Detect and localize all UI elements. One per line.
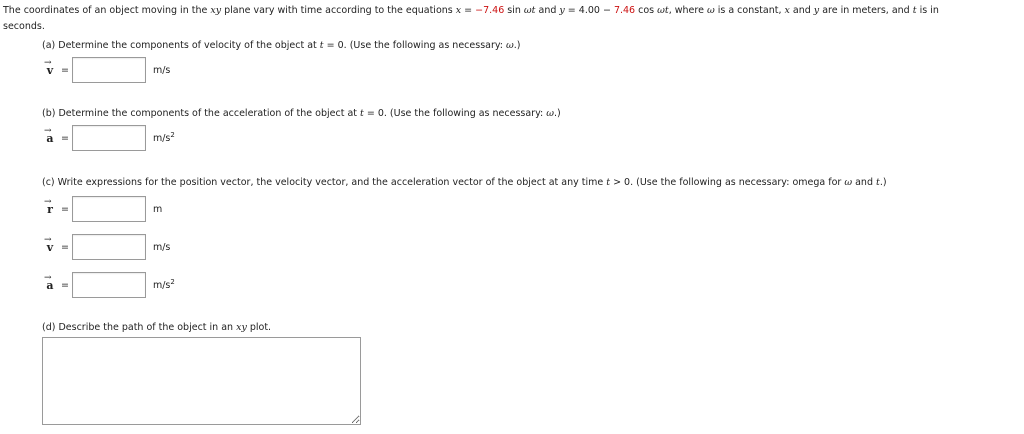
- part-c-acceleration-row: → a = $m/s^2$: [41, 270, 175, 300]
- acceleration-vector-symbol: → a: [44, 125, 54, 145]
- velocity-vector-symbol: → v: [44, 57, 54, 77]
- part-c-question: (c) Write expressions for the position vector, the velocity vector, and the acceleration vector of the object at any time t > 0. (Use the following as necessary: omega for ω and t.): [42, 177, 887, 188]
- y-coefficient: 7.46: [613, 5, 636, 16]
- part-b-unit: $m/s^2$: [152, 131, 175, 145]
- x-coefficient: −7.46: [475, 5, 505, 16]
- part-a-answer-row: → v = m/s: [41, 55, 170, 85]
- acceleration-vector-symbol: → a: [44, 272, 54, 292]
- part-c-velocity-row: → v = m/s: [41, 232, 170, 262]
- problem-statement: The coordinates of an object moving in the xy plane vary with time according to the equations x = −7.46 sin ωt and y = 4.00 − 7.46 cos ωt, where ω is a constant, x and y are in meters, and t is in seconds.: [3, 5, 939, 32]
- part-b-acceleration-input[interactable]: [72, 125, 146, 151]
- part-d-response-textarea[interactable]: [42, 337, 361, 425]
- position-vector-symbol: → r: [44, 196, 53, 216]
- part-c-position-unit: m: [152, 203, 163, 215]
- part-c-position-row: → r = m: [41, 194, 162, 224]
- part-a-velocity-input[interactable]: [72, 57, 146, 83]
- part-c-velocity-input[interactable]: [72, 234, 146, 260]
- part-c-velocity-unit: m/s: [152, 241, 171, 253]
- part-b-answer-row: → a = $m/s^2$: [41, 123, 175, 153]
- part-c-acceleration-input[interactable]: [72, 272, 146, 298]
- part-a-unit: m/s: [152, 64, 171, 76]
- part-b-question: (b) Determine the components of the acceleration of the object at t = 0. (Use the following as necessary: ω.): [42, 108, 561, 119]
- part-d-question: (d) Describe the path of the object in an xy plot.: [42, 322, 272, 333]
- part-c-position-input[interactable]: [72, 196, 146, 222]
- part-a-question: (a) Determine the components of velocity of the object at t = 0. (Use the following as necessary: ω.): [42, 40, 521, 51]
- part-c-acceleration-unit: $m/s^2$: [152, 278, 175, 292]
- velocity-vector-symbol: → v: [44, 234, 54, 254]
